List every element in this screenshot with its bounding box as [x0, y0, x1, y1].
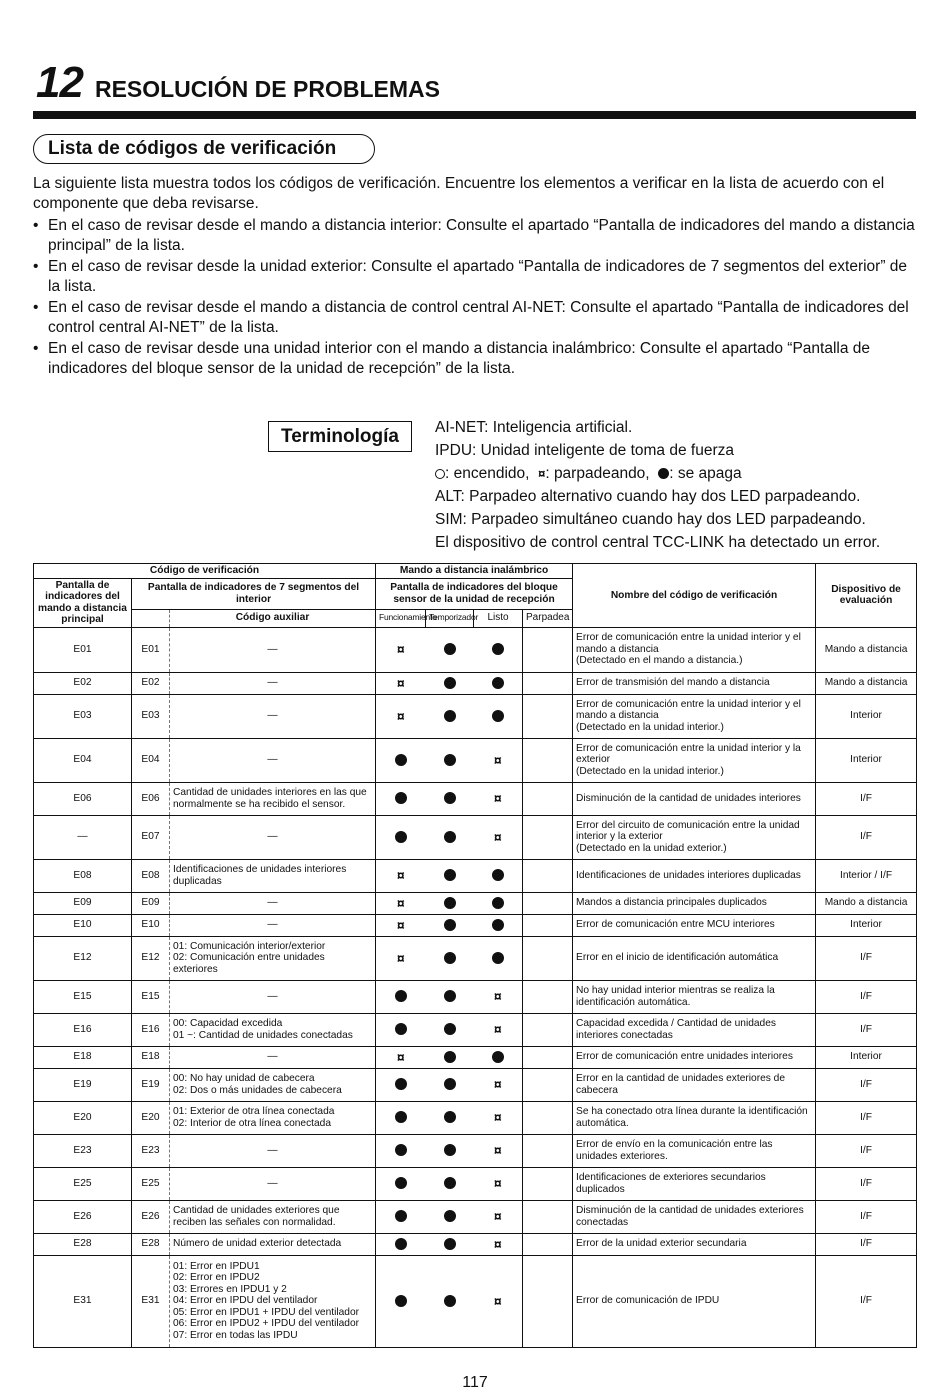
led-blink-icon: ¤ [396, 1048, 405, 1065]
table-row [34, 914, 917, 936]
cell-code-name: Error de comunicación entre MCU interiores [573, 914, 816, 936]
led-off-icon [444, 1023, 456, 1035]
led-off-icon [444, 1144, 456, 1156]
cell-remote-code: E01 [34, 627, 132, 672]
led-listo [474, 694, 523, 738]
cell-code-name: No hay unidad interior mientras se realiza la identificación automática. [573, 980, 816, 1013]
cell-device: I/F [816, 980, 917, 1013]
led-off-icon [492, 869, 504, 881]
cell-parpadea [523, 694, 573, 738]
led-funcionamiento [376, 1046, 426, 1068]
table-row [34, 1200, 917, 1233]
cell-aux-code: — [170, 892, 376, 914]
led-blink-icon: ¤ [396, 707, 405, 724]
check-codes-table [33, 563, 917, 1348]
header-mando-inalambrico: Mando a distancia inalámbrico [376, 564, 573, 579]
cell-code-name: Identificaciones de unidades interiores duplicadas [573, 859, 816, 892]
led-off-icon [492, 643, 504, 655]
led-off-icon [444, 919, 456, 931]
led-funcionamiento [376, 1167, 426, 1200]
cell-7seg-code: E07 [132, 815, 170, 859]
table-row [34, 1013, 917, 1046]
led-listo [474, 1233, 523, 1255]
cell-device: Interior [816, 738, 917, 782]
cell-parpadea [523, 859, 573, 892]
table-row [34, 980, 917, 1013]
led-off-icon [492, 1051, 504, 1063]
cell-remote-code: E12 [34, 936, 132, 980]
cell-device: I/F [816, 782, 917, 815]
cell-device: Interior [816, 914, 917, 936]
led-listo [474, 1200, 523, 1233]
led-listo [474, 980, 523, 1013]
table-row [34, 892, 917, 914]
cell-aux-code: 00: Capacidad excedida 01 ~: Cantidad de unidades conectadas [170, 1013, 376, 1046]
cell-parpadea [523, 1068, 573, 1101]
led-blink-icon: ¤ [493, 1109, 502, 1126]
cell-7seg-code: E06 [132, 782, 170, 815]
led-temporizador [426, 1134, 474, 1167]
cell-remote-code: E19 [34, 1068, 132, 1101]
cell-device: I/F [816, 1200, 917, 1233]
cell-remote-code: E31 [34, 1255, 132, 1347]
led-off-icon [444, 1111, 456, 1123]
led-temporizador [426, 627, 474, 672]
term-tcc: El dispositivo de control central TCC-LINK ha detectado un error. [435, 534, 881, 551]
led-blink-icon: ¤ [396, 916, 405, 933]
cell-device: Interior [816, 694, 917, 738]
cell-code-name: Error en la cantidad de unidades exteriores de cabecera [573, 1068, 816, 1101]
led-off-icon [444, 792, 456, 804]
cell-remote-code: E16 [34, 1013, 132, 1046]
cell-remote-code: E26 [34, 1200, 132, 1233]
table-row [34, 1134, 917, 1167]
cell-device: I/F [816, 1013, 917, 1046]
cell-device: I/F [816, 1255, 917, 1347]
cell-device: I/F [816, 1167, 917, 1200]
led-blink-icon: ¤ [493, 1175, 502, 1192]
led-blink-icon: ¤ [493, 1076, 502, 1093]
led-off-icon [492, 919, 504, 931]
cell-7seg-code: E04 [132, 738, 170, 782]
led-temporizador [426, 1167, 474, 1200]
table-row [34, 627, 917, 672]
cell-parpadea [523, 892, 573, 914]
led-blink-icon: ¤ [396, 641, 405, 658]
cell-parpadea [523, 627, 573, 672]
led-listo [474, 738, 523, 782]
led-off-icon [395, 1177, 407, 1189]
header-pantalla-bloque: Pantalla de indicadores del bloque sensor de la unidad de recepción [376, 578, 573, 609]
cell-parpadea [523, 936, 573, 980]
cell-aux-code: Identificaciones de unidades interiores duplicadas [170, 859, 376, 892]
led-temporizador [426, 1255, 474, 1347]
header-7seg-code [132, 609, 170, 627]
led-temporizador [426, 1013, 474, 1046]
led-listo [474, 1013, 523, 1046]
cell-code-name: Error de comunicación entre unidades interiores [573, 1046, 816, 1068]
led-blink-icon: ¤ [396, 674, 405, 691]
chapter-title: RESOLUCIÓN DE PROBLEMAS [94, 76, 440, 102]
led-off-icon [444, 643, 456, 655]
cell-aux-code: — [170, 694, 376, 738]
cell-parpadea [523, 815, 573, 859]
led-off-icon [395, 1078, 407, 1090]
intro-bullet: • En el caso de revisar desde el mando a distancia interior: Consulte el apartado “Pantalla de indicadores del mando a distancia principal” de la lista. [33, 217, 915, 254]
led-funcionamiento [376, 1013, 426, 1046]
table-row [34, 936, 917, 980]
cell-parpadea [523, 1200, 573, 1233]
table-body [34, 627, 917, 1347]
led-temporizador [426, 815, 474, 859]
cell-aux-code: — [170, 980, 376, 1013]
led-blink-icon: ¤ [493, 1021, 502, 1038]
cell-aux-code: 01: Error en IPDU1 02: Error en IPDU2 03: Errores en IPDU1 y 2 04: Error en IPDU del ventilador 05: Error en IPDU1 + IPDU del ventilador 06: Error en IPDU2 + IPDU del ventilador 07: Error en todas las IPDU [170, 1255, 376, 1347]
led-blink-icon: ¤ [493, 751, 502, 768]
cell-aux-code: — [170, 1167, 376, 1200]
led-funcionamiento [376, 914, 426, 936]
cell-7seg-code: E03 [132, 694, 170, 738]
led-funcionamiento [376, 1233, 426, 1255]
led-listo [474, 672, 523, 694]
cell-7seg-code: E20 [132, 1101, 170, 1134]
led-temporizador [426, 1101, 474, 1134]
cell-parpadea [523, 672, 573, 694]
cell-code-name: Error de comunicación entre la unidad interior y el mando a distancia (Detectado en el mando a distancia.) [573, 627, 816, 672]
cell-code-name: Error del circuito de comunicación entre la unidad interior y la exterior (Detectado en la unidad exterior.) [573, 815, 816, 859]
led-listo [474, 1101, 523, 1134]
cell-7seg-code: E08 [132, 859, 170, 892]
header-pantalla-7seg: Pantalla de indicadores de 7 segmentos del interior [132, 578, 376, 609]
led-funcionamiento [376, 782, 426, 815]
table-row [34, 1233, 917, 1255]
led-listo [474, 1046, 523, 1068]
cell-parpadea [523, 738, 573, 782]
cell-aux-code: — [170, 738, 376, 782]
cell-remote-code: E28 [34, 1233, 132, 1255]
led-off-icon [444, 869, 456, 881]
led-blink-icon: ¤ [538, 466, 546, 481]
cell-device: Mando a distancia [816, 672, 917, 694]
led-funcionamiento [376, 1134, 426, 1167]
led-off-icon [444, 1177, 456, 1189]
cell-code-name: Error de comunicación entre la unidad interior y el mando a distancia (Detectado en la unidad interior.) [573, 694, 816, 738]
led-off-icon [395, 754, 407, 766]
intro-paragraph: La siguiente lista muestra todos los códigos de verificación. Encuentre los elementos a verificar en la lista de acuerdo con el componente que deba revisarse. [33, 175, 885, 212]
led-temporizador [426, 1200, 474, 1233]
cell-7seg-code: E01 [132, 627, 170, 672]
cell-remote-code: E10 [34, 914, 132, 936]
led-temporizador [426, 672, 474, 694]
cell-remote-code: E03 [34, 694, 132, 738]
led-listo [474, 914, 523, 936]
led-off-icon [444, 710, 456, 722]
cell-aux-code: Cantidad de unidades interiores en las que normalmente se ha recibido el sensor. [170, 782, 376, 815]
led-off-icon [395, 1111, 407, 1123]
cell-code-name: Disminución de la cantidad de unidades exteriores conectadas [573, 1200, 816, 1233]
cell-code-name: Mandos a distancia principales duplicados [573, 892, 816, 914]
table-row [34, 1068, 917, 1101]
cell-remote-code: E25 [34, 1167, 132, 1200]
cell-device: I/F [816, 936, 917, 980]
cell-remote-code: E08 [34, 859, 132, 892]
cell-parpadea [523, 782, 573, 815]
cell-aux-code: 01: Exterior de otra línea conectada 02: Interior de otra línea conectada [170, 1101, 376, 1134]
cell-remote-code: E09 [34, 892, 132, 914]
term-symbols: : encendido, ¤: parpadeando, : se apaga [435, 462, 880, 485]
header-listo: Listo [474, 609, 523, 627]
cell-device: I/F [816, 1134, 917, 1167]
led-funcionamiento [376, 936, 426, 980]
chapter-heading [36, 58, 440, 108]
led-listo [474, 892, 523, 914]
led-off-icon [492, 952, 504, 964]
led-blink-icon: ¤ [493, 828, 502, 845]
intro-bullet: • En el caso de revisar desde la unidad exterior: Consulte el apartado “Pantalla de indicadores de 7 segmentos del exterior” de la lista. [33, 258, 908, 295]
led-off-icon [395, 990, 407, 1002]
led-off-icon [492, 897, 504, 909]
led-off-icon [444, 952, 456, 964]
led-temporizador [426, 859, 474, 892]
cell-7seg-code: E18 [132, 1046, 170, 1068]
cell-parpadea [523, 1046, 573, 1068]
chapter-number: 12 [36, 58, 83, 107]
cell-aux-code: 01: Comunicación interior/exterior 02: Comunicación entre unidades exteriores [170, 936, 376, 980]
intro-block [33, 174, 918, 380]
cell-remote-code: — [34, 815, 132, 859]
table-row [34, 694, 917, 738]
page-number: 117 [462, 1374, 488, 1391]
cell-7seg-code: E12 [132, 936, 170, 980]
led-funcionamiento [376, 1255, 426, 1347]
led-funcionamiento [376, 1200, 426, 1233]
table-row [34, 1046, 917, 1068]
cell-7seg-code: E31 [132, 1255, 170, 1347]
cell-code-name: Error de transmisión del mando a distancia [573, 672, 816, 694]
terminology-list [435, 416, 880, 554]
led-funcionamiento [376, 627, 426, 672]
led-blink-icon: ¤ [396, 867, 405, 884]
led-blink-icon: ¤ [493, 790, 502, 807]
table-row [34, 859, 917, 892]
cell-device: Interior / I/F [816, 859, 917, 892]
led-temporizador [426, 738, 474, 782]
header-nombre: Nombre del código de verificación [573, 564, 816, 628]
led-off-icon [444, 754, 456, 766]
led-temporizador [426, 782, 474, 815]
cell-7seg-code: E26 [132, 1200, 170, 1233]
intro-bullet: • En el caso de revisar desde el mando a distancia de control central AI-NET: Consulte el apartado “Pantalla de indicadores del control central AI-NET” de la lista. [33, 299, 909, 336]
led-blink-icon: ¤ [396, 949, 405, 966]
intro-bullet: • En el caso de revisar desde una unidad interior con el mando a distancia inalámbrico: Consulte el apartado “Pantalla de indicadores del bloque sensor de la unidad de recepción” de la lista. [33, 340, 870, 377]
led-off-icon [444, 897, 456, 909]
cell-remote-code: E15 [34, 980, 132, 1013]
led-blink-icon: ¤ [493, 1292, 502, 1309]
cell-code-name: Error de comunicación entre la unidad interior y la exterior (Detectado en la unidad interior.) [573, 738, 816, 782]
led-off-icon [395, 1023, 407, 1035]
cell-code-name: Identificaciones de exteriores secundarios duplicados [573, 1167, 816, 1200]
led-funcionamiento [376, 892, 426, 914]
term-sim: SIM: Parpadeo simultáneo cuando hay dos LED parpadeando. [435, 511, 866, 528]
cell-7seg-code: E10 [132, 914, 170, 936]
header-parpadea: Parpadea [523, 609, 573, 627]
cell-device: Mando a distancia [816, 892, 917, 914]
led-temporizador [426, 1068, 474, 1101]
led-funcionamiento [376, 859, 426, 892]
led-funcionamiento [376, 738, 426, 782]
header-pantalla-mando: Pantalla de indicadores del mando a distancia principal [34, 578, 132, 627]
cell-device: Mando a distancia [816, 627, 917, 672]
term-alt: ALT: Parpadeo alternativo cuando hay dos LED parpadeando. [435, 488, 861, 505]
cell-parpadea [523, 914, 573, 936]
cell-code-name: Se ha conectado otra línea durante la identificación automática. [573, 1101, 816, 1134]
led-temporizador [426, 694, 474, 738]
cell-remote-code: E04 [34, 738, 132, 782]
cell-aux-code: — [170, 627, 376, 672]
cell-device: I/F [816, 815, 917, 859]
cell-aux-code: — [170, 815, 376, 859]
cell-parpadea [523, 1101, 573, 1134]
cell-code-name: Error de envío en la comunicación entre las unidades exteriores. [573, 1134, 816, 1167]
table-row [34, 815, 917, 859]
cell-7seg-code: E25 [132, 1167, 170, 1200]
cell-aux-code: — [170, 672, 376, 694]
led-temporizador [426, 1233, 474, 1255]
led-blink-icon: ¤ [493, 1208, 502, 1225]
led-listo [474, 1134, 523, 1167]
header-codigo-auxiliar: Código auxiliar [170, 609, 376, 627]
led-funcionamiento [376, 980, 426, 1013]
cell-parpadea [523, 1233, 573, 1255]
led-listo [474, 1167, 523, 1200]
cell-parpadea [523, 1013, 573, 1046]
cell-device: I/F [816, 1101, 917, 1134]
cell-parpadea [523, 1134, 573, 1167]
table-row [34, 782, 917, 815]
cell-device: I/F [816, 1068, 917, 1101]
led-listo [474, 1068, 523, 1101]
cell-code-name: Disminución de la cantidad de unidades interiores [573, 782, 816, 815]
led-funcionamiento [376, 815, 426, 859]
cell-7seg-code: E19 [132, 1068, 170, 1101]
cell-device: Interior [816, 1046, 917, 1068]
led-funcionamiento [376, 672, 426, 694]
header-funcionamiento: Funcionamiento [376, 609, 426, 627]
cell-remote-code: E23 [34, 1134, 132, 1167]
cell-aux-code: — [170, 914, 376, 936]
led-on-icon [435, 469, 445, 479]
cell-remote-code: E06 [34, 782, 132, 815]
terminology-label: Terminología [268, 421, 412, 452]
led-off-icon [444, 1238, 456, 1250]
led-listo [474, 859, 523, 892]
led-temporizador [426, 914, 474, 936]
led-off-icon [444, 1210, 456, 1222]
table-row [34, 1101, 917, 1134]
led-temporizador [426, 980, 474, 1013]
led-off-icon [395, 831, 407, 843]
led-listo [474, 936, 523, 980]
led-listo [474, 815, 523, 859]
cell-aux-code: 00: No hay unidad de cabecera 02: Dos o más unidades de cabecera [170, 1068, 376, 1101]
cell-7seg-code: E28 [132, 1233, 170, 1255]
led-off-icon [444, 677, 456, 689]
header-codigo-verificacion: Código de verificación [34, 564, 376, 579]
cell-remote-code: E20 [34, 1101, 132, 1134]
cell-7seg-code: E09 [132, 892, 170, 914]
table-row [34, 672, 917, 694]
led-off-icon [444, 1078, 456, 1090]
led-off-icon [395, 1144, 407, 1156]
chapter-rule [33, 111, 916, 119]
cell-code-name: Error de comunicación de IPDU [573, 1255, 816, 1347]
cell-parpadea [523, 980, 573, 1013]
led-blink-icon: ¤ [493, 988, 502, 1005]
led-temporizador [426, 1046, 474, 1068]
led-off-icon [492, 710, 504, 722]
led-off-icon [444, 1295, 456, 1307]
cell-parpadea [523, 1167, 573, 1200]
led-off-icon [444, 990, 456, 1002]
led-off-icon [492, 677, 504, 689]
led-temporizador [426, 892, 474, 914]
led-off-icon [395, 1295, 407, 1307]
led-listo [474, 782, 523, 815]
led-off-icon [395, 792, 407, 804]
led-temporizador [426, 936, 474, 980]
cell-aux-code: Número de unidad exterior detectada [170, 1233, 376, 1255]
table-row [34, 1167, 917, 1200]
cell-code-name: Capacidad excedida / Cantidad de unidades interiores conectadas [573, 1013, 816, 1046]
cell-7seg-code: E23 [132, 1134, 170, 1167]
header-temporizador: Temporizador [426, 609, 474, 627]
cell-remote-code: E02 [34, 672, 132, 694]
led-funcionamiento [376, 1101, 426, 1134]
led-funcionamiento [376, 1068, 426, 1101]
cell-7seg-code: E02 [132, 672, 170, 694]
cell-remote-code: E18 [34, 1046, 132, 1068]
table-row [34, 738, 917, 782]
led-off-icon [395, 1238, 407, 1250]
cell-parpadea [523, 1255, 573, 1347]
cell-code-name: Error de la unidad exterior secundaria [573, 1233, 816, 1255]
table-row [34, 1255, 917, 1347]
cell-device: I/F [816, 1233, 917, 1255]
header-dispositivo: Dispositivo de evaluación [816, 564, 917, 628]
cell-7seg-code: E16 [132, 1013, 170, 1046]
cell-code-name: Error en el inicio de identificación automática [573, 936, 816, 980]
led-off-icon [658, 468, 669, 479]
led-blink-icon: ¤ [493, 1142, 502, 1159]
led-blink-icon: ¤ [493, 1235, 502, 1252]
led-off-icon [444, 1051, 456, 1063]
led-off-icon [444, 831, 456, 843]
section-title: Lista de códigos de verificación [33, 134, 375, 164]
led-funcionamiento [376, 694, 426, 738]
term-ipdu: IPDU: Unidad inteligente de toma de fuerza [435, 442, 734, 459]
cell-aux-code: — [170, 1134, 376, 1167]
led-blink-icon: ¤ [396, 894, 405, 911]
term-ainet: AI-NET: Inteligencia artificial. [435, 419, 633, 436]
cell-7seg-code: E15 [132, 980, 170, 1013]
led-listo [474, 627, 523, 672]
led-off-icon [395, 1210, 407, 1222]
cell-aux-code: — [170, 1046, 376, 1068]
cell-aux-code: Cantidad de unidades exteriores que reciben las señales con normalidad. [170, 1200, 376, 1233]
led-listo [474, 1255, 523, 1347]
